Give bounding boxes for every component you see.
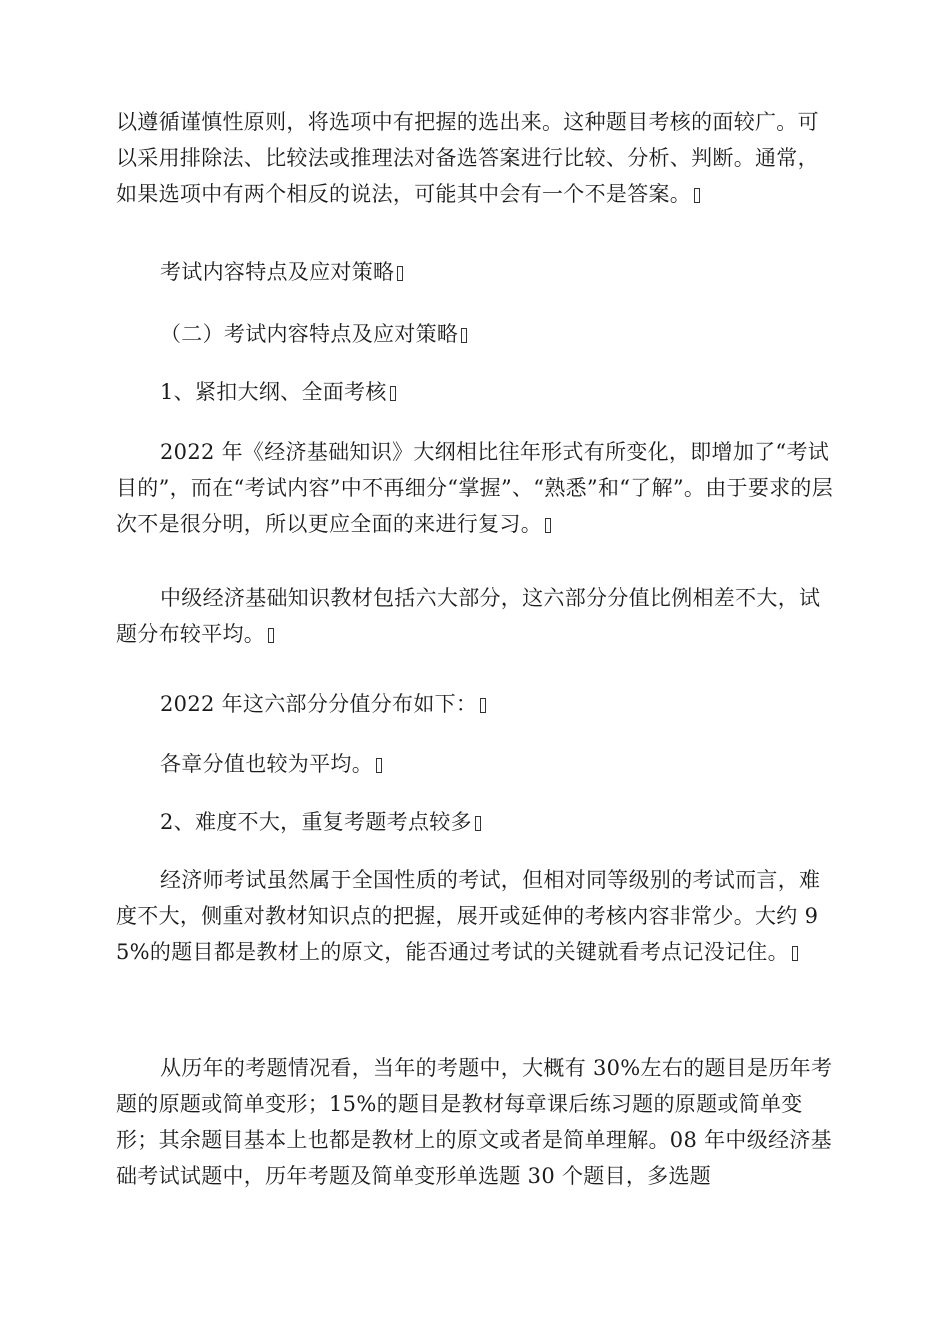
paragraph-end-mark-icon xyxy=(461,328,467,343)
heading-point-one: 1、紧扣大纲、全面考核 xyxy=(116,374,836,410)
paragraph-end-mark-icon xyxy=(545,518,551,533)
paragraph-syllabus-change: 2022 年《经济基础知识》大纲相比往年形式有所变化，即增加了“考试目的”，而在“考试内容”中不再细分“掌握”、“熟悉”和“了解”。由于要求的层次不是很分明，所以更应全面的来进行复习。 xyxy=(116,440,834,536)
heading-point-two: 2、难度不大，重复考题考点较多 xyxy=(116,804,836,840)
paragraph-score-distribution: 2022 年这六部分分值分布如下： xyxy=(116,686,836,722)
paragraph-end-mark-icon xyxy=(475,816,481,831)
paragraph-judgment-tips: 以遵循谨慎性原则，将选项中有把握的选出来。这种题目考核的面较广。可以采用排除法、比较法或推理法对备选答案进行比较、分析、判断。通常，如果选项中有两个相反的说法，可能其中会有一个不是答案。 xyxy=(116,110,819,206)
paragraph-past-exams: 从历年的考题情况看，当年的考题中，大概有 30%左右的题目是历年考题的原题或简单变形；15%的题目是教材每章课后练习题的原题或简单变形；其余题目基本上也都是教材上的原文或者是简单理解。08 年中级经济基础考试试题中，历年考题及简单变形单选题 30 个题目，多选题 xyxy=(116,1056,833,1188)
paragraph-end-mark-icon xyxy=(792,946,798,961)
paragraph-six-parts: 中级经济基础知识教材包括六大部分，这六部分分值比例相差不大，试题分布较平均。 xyxy=(116,586,821,646)
paragraph-end-mark-icon xyxy=(376,758,382,773)
paragraph-chapter-scores: 各章分值也较为平均。 xyxy=(116,746,836,782)
paragraph-end-mark-icon xyxy=(268,628,274,643)
paragraph-end-mark-icon xyxy=(397,266,403,281)
heading-section-two: （二）考试内容特点及应对策略 xyxy=(116,316,836,352)
paragraph-end-mark-icon xyxy=(694,188,700,203)
paragraph-end-mark-icon xyxy=(480,698,486,713)
heading-exam-content: 考试内容特点及应对策略 xyxy=(116,254,836,290)
paragraph-difficulty: 经济师考试虽然属于全国性质的考试，但相对同等级别的考试而言，难度不大，侧重对教材知识点的把握，展开或延伸的考核内容非常少。大约 95%的题目都是教材上的原文，能否通过考试的关键就看考点记没记住。 xyxy=(116,868,821,964)
paragraph-end-mark-icon xyxy=(390,386,396,401)
